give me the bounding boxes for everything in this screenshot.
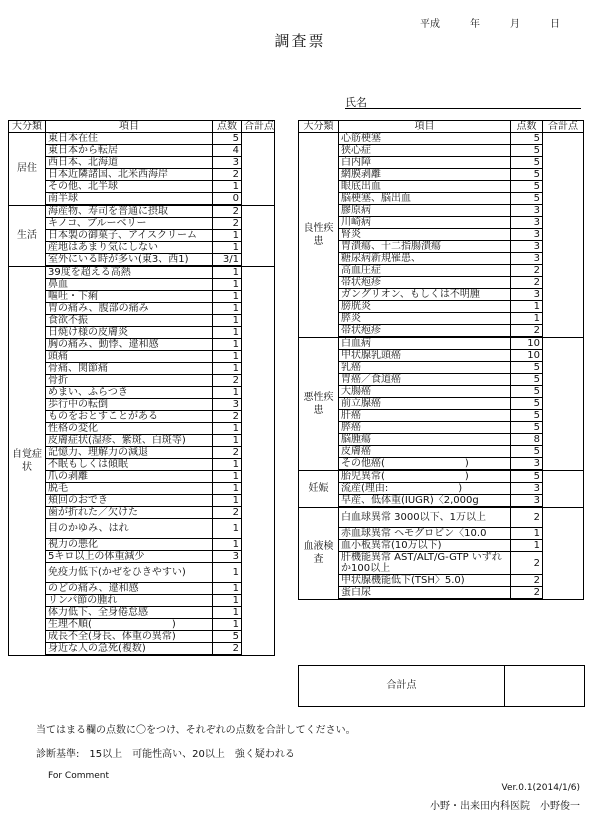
points-cell[interactable]: 5	[511, 470, 543, 483]
item-label: 網膜剥離	[339, 169, 511, 181]
item-label: 腎炎	[339, 229, 511, 241]
table-row	[9, 363, 275, 375]
points-cell[interactable]: 1	[213, 315, 242, 327]
table-row	[9, 507, 275, 519]
table-row	[9, 423, 275, 435]
points-header: 点数	[511, 121, 543, 133]
points-cell[interactable]: 1	[213, 423, 242, 435]
table-row	[299, 374, 584, 386]
item-label: 西日本、北海道	[46, 157, 213, 169]
item-label: 南半球	[46, 193, 213, 206]
table-row	[9, 471, 275, 483]
points-cell[interactable]: 1	[213, 327, 242, 339]
points-cell[interactable]: 2	[511, 265, 543, 277]
item-label: 嘔吐・下痢	[46, 291, 213, 303]
item-label: 不眠もしくは傾眠	[46, 459, 213, 471]
item-label: 早産、低体重(IUGR)〈2,000g	[339, 495, 511, 508]
item-label: 前立腺癌	[339, 398, 511, 410]
item-label: ものをおとすことがある	[46, 411, 213, 423]
table-row	[9, 551, 275, 563]
points-cell[interactable]: 1	[213, 303, 242, 315]
points-cell[interactable]: 3	[511, 241, 543, 253]
item-label: 肝癌	[339, 410, 511, 422]
points-cell[interactable]: 3	[511, 217, 543, 229]
item-label: 生理不順( )	[46, 619, 213, 631]
points-cell[interactable]: 3	[511, 458, 543, 471]
table-row	[9, 193, 275, 206]
table-row	[299, 181, 584, 193]
item-label: 日焼け様の皮膚炎	[46, 327, 213, 339]
table-row	[9, 315, 275, 327]
points-cell[interactable]: 3	[511, 229, 543, 241]
points-cell[interactable]: 5	[511, 398, 543, 410]
grand-total-box[interactable]	[298, 665, 585, 707]
category-cell: 良性疾患	[299, 133, 339, 338]
points-cell[interactable]: 2	[213, 643, 242, 656]
points-cell[interactable]: 2	[511, 587, 543, 600]
points-cell[interactable]: 1	[213, 459, 242, 471]
table-row	[9, 387, 275, 399]
points-cell[interactable]: 2	[213, 411, 242, 423]
item-label: 胃の痛み、腹部の痛み	[46, 303, 213, 315]
item-label: 東日本から転居	[46, 145, 213, 157]
points-cell[interactable]: 5	[511, 169, 543, 181]
points-cell[interactable]: 10	[511, 337, 543, 350]
points-cell[interactable]: 5	[511, 193, 543, 205]
points-cell[interactable]: 3	[511, 253, 543, 265]
category-header: 大分類	[9, 121, 46, 133]
points-cell[interactable]: 8	[511, 434, 543, 446]
table-row	[9, 339, 275, 351]
comment-label: For Comment	[48, 771, 110, 781]
item-label: 膠原病	[339, 205, 511, 217]
item-label: 脳腫瘍	[339, 434, 511, 446]
item-label: 体力低下、全身倦怠感	[46, 607, 213, 619]
item-label: 東日本在住	[46, 133, 213, 145]
points-cell[interactable]: 1	[213, 607, 242, 619]
group-total-cell[interactable]	[543, 133, 584, 338]
table-row	[299, 229, 584, 241]
category-header: 大分類	[299, 121, 339, 133]
instruction-text: 当てはまる欄の点数に〇をつけ、それぞれの点数を合計してください。	[36, 725, 356, 736]
item-label: 歩行中の転倒	[46, 399, 213, 411]
total-header: 合計点	[543, 121, 584, 133]
points-cell[interactable]: 1	[213, 595, 242, 607]
table-row	[299, 540, 584, 552]
item-label: 皮膚癌	[339, 446, 511, 458]
points-cell[interactable]: 5	[511, 145, 543, 157]
item-label: 目のかゆみ、はれ	[46, 519, 213, 539]
page-title: 調査票	[274, 32, 326, 50]
item-label: 記憶力、理解力の減退	[46, 447, 213, 459]
group-total-cell[interactable]	[543, 337, 584, 470]
table-row	[299, 587, 584, 600]
points-cell[interactable]: 1	[213, 363, 242, 375]
item-label: 日本近隣諸国、北米西海岸	[46, 169, 213, 181]
item-label: 川崎病	[339, 217, 511, 229]
table-row	[9, 157, 275, 169]
item-label: 胃癌／食道癌	[339, 374, 511, 386]
table-row	[9, 181, 275, 193]
table-row	[9, 205, 275, 218]
item-label: 食欲不振	[46, 315, 213, 327]
item-label: 甲状腺乳頭癌	[339, 350, 511, 362]
item-label: 視力の悪化	[46, 539, 213, 551]
name-label: 氏名	[345, 96, 367, 109]
item-label: 免疫力低下(かぜをひきやすい)	[46, 563, 213, 583]
item-label: 流産(理由: )	[339, 483, 511, 495]
table-row	[299, 313, 584, 325]
group-total-cell[interactable]	[543, 507, 584, 599]
table-row	[9, 230, 275, 242]
table-row	[299, 289, 584, 301]
category-cell: 生活	[9, 205, 46, 266]
points-cell[interactable]: 1	[213, 563, 242, 583]
item-label: キノコ、ブルーベリー	[46, 218, 213, 230]
grand-total-label: 合計点	[299, 666, 505, 706]
item-label: 狭心症	[339, 145, 511, 157]
item-label: のどの痛み、違和感	[46, 583, 213, 595]
table-row	[299, 410, 584, 422]
points-cell[interactable]: 5	[213, 631, 242, 643]
points-cell[interactable]: 5	[511, 386, 543, 398]
item-label: めまい、ふらつき	[46, 387, 213, 399]
item-label: 蛋白尿	[339, 587, 511, 600]
points-cell[interactable]: 3	[213, 399, 242, 411]
item-label: 頬回のおでき	[46, 495, 213, 507]
points-cell[interactable]: 5	[511, 133, 543, 145]
points-cell[interactable]: 10	[511, 350, 543, 362]
item-label: 心筋梗塞	[339, 133, 511, 145]
item-label: 大腸癌	[339, 386, 511, 398]
total-header: 合計点	[242, 121, 275, 133]
category-cell: 居住	[9, 133, 46, 206]
item-label: 頭痛	[46, 351, 213, 363]
points-cell[interactable]: 3	[511, 495, 543, 508]
left-survey-table	[8, 120, 275, 656]
points-cell[interactable]: 2	[213, 507, 242, 519]
item-label: 肝機能異常 AST/ALT/G-GTP いずれか100以上	[339, 552, 511, 575]
points-cell[interactable]: 1	[213, 619, 242, 631]
item-label: その他癌( )	[339, 458, 511, 471]
group-total-cell[interactable]	[242, 266, 275, 655]
points-cell[interactable]: 2	[213, 218, 242, 230]
item-label: 甲状腺機能低下(TSH〉5.0)	[339, 575, 511, 587]
table-row	[9, 643, 275, 656]
table-row	[299, 325, 584, 338]
item-header: 項目	[46, 121, 213, 133]
item-label: 骨痛、関節痛	[46, 363, 213, 375]
points-cell[interactable]: 1	[511, 313, 543, 325]
table-row	[299, 483, 584, 495]
item-label: 赤血球異常 ヘモグロビン〈10.0	[339, 528, 511, 540]
points-cell[interactable]: 5	[511, 157, 543, 169]
item-label: 日本製の御菓子、アイスクリーム	[46, 230, 213, 242]
table-row	[299, 277, 584, 289]
points-cell[interactable]: 1	[213, 539, 242, 551]
points-cell[interactable]: 1	[213, 471, 242, 483]
group-total-cell[interactable]	[543, 470, 584, 507]
table-row	[299, 575, 584, 587]
table-row	[9, 218, 275, 230]
table-row	[299, 241, 584, 253]
table-row	[9, 279, 275, 291]
item-label: 胃潰瘍、十二指腸潰瘍	[339, 241, 511, 253]
points-cell[interactable]: 2	[511, 575, 543, 587]
table-row	[299, 528, 584, 540]
points-cell[interactable]: 1	[213, 339, 242, 351]
table-row	[299, 157, 584, 169]
category-cell: 妊娠	[299, 470, 339, 507]
table-row	[9, 375, 275, 387]
points-cell[interactable]: 1	[213, 519, 242, 539]
category-cell: 自覚症状	[9, 266, 46, 655]
item-label: 性格の変化	[46, 423, 213, 435]
item-header: 項目	[339, 121, 511, 133]
item-label: 胸の痛み、動悸、違和感	[46, 339, 213, 351]
table-row	[299, 337, 584, 350]
points-cell[interactable]: 5	[511, 181, 543, 193]
points-cell[interactable]: 3	[511, 205, 543, 217]
points-cell[interactable]: 1	[213, 495, 242, 507]
item-label: 骨折	[46, 375, 213, 387]
table-row	[299, 350, 584, 362]
table-row	[9, 169, 275, 181]
item-label: リンパ節の腫れ	[46, 595, 213, 607]
table-row	[9, 133, 275, 145]
item-label: 歯が折れた／欠けた	[46, 507, 213, 519]
points-cell[interactable]: 5	[511, 410, 543, 422]
table-row	[9, 327, 275, 339]
points-cell[interactable]: 3	[213, 551, 242, 563]
points-cell[interactable]: 3	[511, 289, 543, 301]
table-row	[299, 145, 584, 157]
points-header: 点数	[213, 121, 242, 133]
table-row	[299, 552, 584, 575]
points-cell[interactable]: 1	[213, 483, 242, 495]
table-row	[9, 399, 275, 411]
item-label: 膀胱炎	[339, 301, 511, 313]
table-row	[299, 169, 584, 181]
points-cell[interactable]: 1	[213, 583, 242, 595]
item-label: 血小板異常(10万以下)	[339, 540, 511, 552]
item-label: 白血球異常 3000以下、1万以上	[339, 507, 511, 528]
table-row	[9, 351, 275, 363]
category-cell: 血液検査	[299, 507, 339, 599]
points-cell[interactable]: 4	[213, 145, 242, 157]
table-row	[9, 607, 275, 619]
item-label: 膵炎	[339, 313, 511, 325]
table-row	[9, 539, 275, 551]
points-cell[interactable]: 1	[213, 181, 242, 193]
table-row	[9, 495, 275, 507]
points-cell[interactable]: 1	[213, 266, 242, 279]
table-row	[9, 266, 275, 279]
points-cell[interactable]: 2	[213, 169, 242, 181]
table-row	[299, 301, 584, 313]
group-total-cell[interactable]	[242, 133, 275, 206]
table-row	[9, 483, 275, 495]
item-label: 膵癌	[339, 422, 511, 434]
points-cell[interactable]: 1	[213, 242, 242, 254]
right-survey-table	[298, 120, 584, 600]
table-row	[9, 595, 275, 607]
table-row	[299, 253, 584, 265]
table-row	[9, 291, 275, 303]
item-label: 39度を超える高熱	[46, 266, 213, 279]
points-cell[interactable]: 2	[213, 375, 242, 387]
criteria-text: 診断基準: 15以上 可能性高い、20以上 強く疑われる	[36, 749, 295, 760]
clinic-name: 小野・出来田内科医院 小野俊一	[430, 801, 580, 812]
table-row	[9, 519, 275, 539]
item-label: 高血圧症	[339, 265, 511, 277]
points-cell[interactable]: 1	[213, 230, 242, 242]
points-cell[interactable]: 2	[213, 447, 242, 459]
table-row	[299, 398, 584, 410]
table-row	[299, 434, 584, 446]
points-cell[interactable]: 2	[511, 507, 543, 528]
table-row	[9, 447, 275, 459]
table-row	[299, 217, 584, 229]
table-row	[299, 265, 584, 277]
table-row	[9, 583, 275, 595]
item-label: 白内障	[339, 157, 511, 169]
points-cell[interactable]: 1	[213, 387, 242, 399]
item-label: ガングリオン、もしくは不明腫	[339, 289, 511, 301]
item-label: 糖尿病新規罹患、	[339, 253, 511, 265]
points-cell[interactable]: 5	[511, 374, 543, 386]
table-row	[9, 254, 275, 267]
points-cell[interactable]: 5	[511, 362, 543, 374]
points-cell[interactable]: 3/1	[213, 254, 242, 267]
item-label: 乳癌	[339, 362, 511, 374]
item-label: 胎児異常( )	[339, 470, 511, 483]
points-cell[interactable]: 5	[511, 446, 543, 458]
points-cell[interactable]: 0	[213, 193, 242, 206]
table-row	[9, 435, 275, 447]
item-label: 産地はあまり気にしない	[46, 242, 213, 254]
points-cell[interactable]: 2	[511, 552, 543, 575]
points-cell[interactable]: 3	[511, 483, 543, 495]
table-row	[299, 507, 584, 528]
table-row	[9, 303, 275, 315]
table-row	[9, 459, 275, 471]
item-label: 5キロ以上の体重減少	[46, 551, 213, 563]
points-cell[interactable]: 3	[213, 157, 242, 169]
table-row	[9, 563, 275, 583]
points-cell[interactable]: 1	[511, 540, 543, 552]
table-row	[299, 458, 584, 471]
points-cell[interactable]: 2	[511, 325, 543, 338]
points-cell[interactable]: 5	[511, 422, 543, 434]
item-label: 成長不全(身長、体重の異常)	[46, 631, 213, 643]
table-row	[299, 193, 584, 205]
item-label: 海産物、寿司を普通に摂取	[46, 205, 213, 218]
table-row	[299, 386, 584, 398]
table-row	[9, 242, 275, 254]
version-text: Ver.0.1(2014/1/6)	[501, 783, 580, 793]
table-row	[299, 422, 584, 434]
item-label: 身近な人の急死(複数)	[46, 643, 213, 656]
table-row	[9, 145, 275, 157]
item-label: その他、北半球	[46, 181, 213, 193]
points-cell[interactable]: 1	[213, 279, 242, 291]
category-cell: 悪性疾患	[299, 337, 339, 470]
item-label: 眼底出血	[339, 181, 511, 193]
points-cell[interactable]: 5	[213, 133, 242, 145]
table-row	[299, 495, 584, 508]
item-label: 鼻血	[46, 279, 213, 291]
item-label: 帯状疱疹	[339, 325, 511, 338]
item-label: 皮膚症状(湿疹、紫斑、白斑等)	[46, 435, 213, 447]
name-field[interactable]	[345, 94, 581, 109]
points-cell[interactable]: 2	[213, 205, 242, 218]
table-row	[9, 619, 275, 631]
item-label: 室外にいる時が多い(東3、西1)	[46, 254, 213, 267]
points-cell[interactable]: 1	[213, 435, 242, 447]
table-row	[9, 631, 275, 643]
points-cell[interactable]: 1	[511, 301, 543, 313]
table-row	[9, 411, 275, 423]
item-label: 白血病	[339, 337, 511, 350]
item-label: 脱毛	[46, 483, 213, 495]
item-label: 脳梗塞、脳出血	[339, 193, 511, 205]
item-label: 爪の剥離	[46, 471, 213, 483]
points-cell[interactable]: 1	[213, 291, 242, 303]
table-row	[299, 362, 584, 374]
table-row	[299, 133, 584, 145]
points-cell[interactable]: 1	[213, 351, 242, 363]
group-total-cell[interactable]	[242, 205, 275, 266]
points-cell[interactable]: 1	[511, 528, 543, 540]
table-row	[299, 470, 584, 483]
points-cell[interactable]: 2	[511, 277, 543, 289]
table-row	[299, 205, 584, 217]
date-line: 平成 年 月 日	[420, 19, 560, 30]
table-row	[299, 446, 584, 458]
item-label: 帯状疱疹	[339, 277, 511, 289]
